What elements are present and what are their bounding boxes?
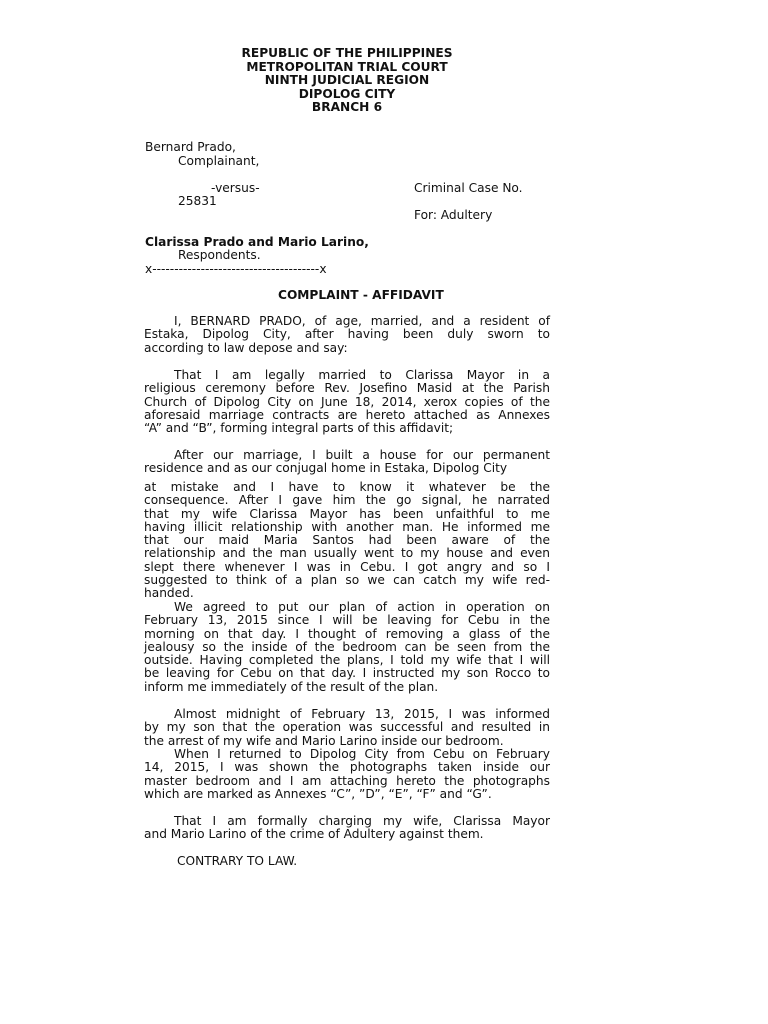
court-header (146, 47, 548, 115)
document-title: COMPLAINT - AFFIDAVIT (278, 288, 444, 302)
paragraph-line: When I returned to Dipolog City from Cebu on February (174, 747, 550, 761)
paragraph-line: inform me immediately of the result of the plan. (144, 679, 439, 694)
paragraph-line: religious ceremony before Rev. Josefino Masid at the Parish (144, 381, 550, 396)
respondents-role: Respondents. (178, 248, 261, 262)
paragraph-line: That I am formally charging my wife, Clarissa Mayor (174, 814, 550, 828)
paragraph-line: that our maid Maria Santos had been aware of the (144, 533, 550, 548)
paragraph-line: I, BERNARD PRADO, of age, married, and a resident of (174, 314, 550, 328)
complainant-role: Complainant, (178, 154, 260, 168)
paragraph-line: slept there whenever I was in Cebu. I got angry and so I (144, 559, 550, 574)
paragraph-line: After our marriage, I built a house for our permanent (174, 448, 550, 462)
paragraph-line: according to law depose and say: (144, 340, 348, 355)
header-line-republic: REPUBLIC OF THE PHILIPPINES (241, 46, 453, 60)
paragraph-line: February 13, 2015 since I will be leaving for Cebu in the (144, 613, 550, 628)
paragraph-line: We agreed to put our plan of action in operation on (174, 600, 550, 614)
paragraph-line: and Mario Larino of the crime of Adultery against them. (144, 827, 484, 842)
case-charge: For: Adultery (414, 208, 493, 222)
versus-label: -versus- (211, 181, 260, 195)
paragraph-line: relationship and the man usually went to my house and even (144, 546, 550, 561)
closing-statement: CONTRARY TO LAW. (177, 854, 298, 868)
paragraph-photographs (144, 748, 550, 801)
caption-separator: x--------------------------------------x (145, 262, 327, 276)
paragraph-line: which are marked as Annexes “C”, ”D”, “E”, “F” and “G”. (144, 786, 492, 801)
paragraph-house (144, 449, 550, 476)
paragraph-marriage (144, 369, 550, 435)
paragraph-line: jealousy so the inside of the bedroom can be seen from the (144, 639, 550, 654)
header-line-region: NINTH JUDICIAL REGION (264, 73, 430, 88)
case-number: 25831 (178, 194, 217, 208)
paragraph-line: outside. Having completed the plans, I told my wife that I will (144, 653, 550, 668)
respondents-names: Clarissa Prado and Mario Larino, (145, 235, 369, 249)
paragraph-operation (144, 708, 550, 748)
header-line-branch: BRANCH 6 (311, 100, 383, 115)
paragraph-line: suggested to think of a plan so we can catch my wife red- (144, 573, 550, 588)
paragraph-line: morning on that day. I thought of removing a glass of the (144, 626, 550, 641)
paragraph-line: by my son that the operation was successful and resulted in (144, 720, 550, 735)
paragraph-line: “A” and “B”, forming integral parts of this affidavit; (144, 421, 454, 436)
paragraph-line: handed. (144, 586, 194, 601)
paragraph-intro (144, 315, 550, 355)
paragraph-line: aforesaid marriage contracts are hereto attached as Annexes (144, 407, 550, 422)
paragraph-line: master bedroom and I am attaching hereto the photographs (144, 773, 550, 788)
paragraph-line: Estaka, Dipolog City, after having been duly sworn to (144, 327, 550, 342)
paragraph-line: that my wife Clarissa Mayor has been unfaithful to me (144, 506, 550, 521)
paragraph-plan (144, 601, 550, 694)
paragraph-line: residence and as our conjugal home in Estaka, Dipolog City (144, 461, 508, 476)
paragraph-line: the arrest of my wife and Mario Larino inside our bedroom. (144, 733, 504, 748)
header-line-city: DIPOLOG CITY (298, 86, 396, 101)
paragraph-line: Church of Dipolog City on June 18, 2014, xerox copies of the (144, 394, 550, 409)
paragraph-charge (144, 815, 550, 842)
paragraph-line: Almost midnight of February 13, 2015, I was informed (174, 707, 550, 721)
header-line-court: METROPOLITAN TRIAL COURT (246, 59, 448, 74)
case-label: Criminal Case No. (414, 181, 523, 195)
complainant-name: Bernard Prado, (145, 140, 236, 154)
paragraph-line: That I am legally married to Clarissa Mayor in a (174, 368, 550, 382)
paragraph-line: consequence. After I gave him the go signal, he narrated (144, 493, 550, 508)
paragraph-narration (144, 481, 550, 601)
paragraph-line: be leaving for Cebu on that day. I instructed my son Rocco to (144, 666, 550, 681)
paragraph-line: 14, 2015, I was shown the photographs taken inside our (144, 760, 550, 775)
paragraph-line: at mistake and I have to know it whatever be the (144, 480, 550, 494)
paragraph-line: having illicit relationship with another man. He informed me (144, 519, 550, 534)
